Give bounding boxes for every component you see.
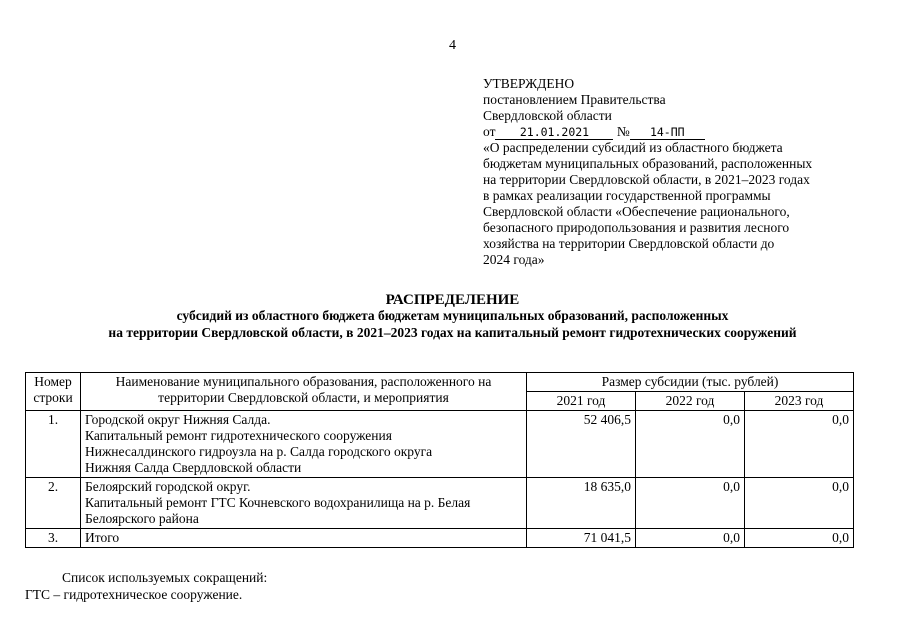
header-row-number-1: Номер [34, 374, 72, 389]
row-name [81, 478, 527, 529]
from-label: от [483, 124, 496, 139]
value-2023: 0,0 [745, 411, 854, 478]
approval-line-1: постановлением Правительства [483, 92, 666, 107]
row-name-line: Белоярский городской округ. [85, 479, 251, 494]
value-2023: 0,0 [745, 529, 854, 548]
desc-line-3: на территории Свердловской области, в 2021–2023 годах [483, 172, 810, 187]
row-name-line: Нижнесалдинского гидроузла на р. Салда городского округа [85, 444, 433, 459]
row-number: 2. [26, 478, 81, 529]
desc-line-7: хозяйства на территории Свердловской области до [483, 236, 775, 251]
value-2022: 0,0 [636, 411, 745, 478]
subsidy-table [25, 372, 854, 548]
desc-line-8: 2024 года» [483, 252, 545, 267]
row-name-line: Итого [85, 530, 120, 545]
row-number: 1. [26, 411, 81, 478]
header-row-number-2: строки [33, 390, 73, 405]
row-name-line: Капитальный ремонт ГТС Кочневского водохранилища на р. Белая [85, 495, 471, 510]
approval-number: 14-ПП [630, 126, 705, 140]
row-name [81, 411, 527, 478]
abbreviation-item: ГТС – гидротехническое сооружение. [25, 587, 243, 602]
desc-line-6: безопасного природопользования и развития лесного [483, 220, 790, 235]
desc-line-2: бюджетам муниципальных образований, расположенных [483, 156, 813, 171]
value-2021: 71 041,5 [527, 529, 636, 548]
abbreviations-heading: Список используемых сокращений: [62, 570, 268, 585]
page-number: 4 [449, 38, 456, 53]
header-name [81, 373, 527, 411]
header-name-1: Наименование муниципального образования, расположенного на [115, 374, 492, 389]
header-year-2023: 2023 год [745, 392, 854, 411]
desc-line-4: в рамках реализации государственной программы [483, 188, 771, 203]
document-subtitle-2: на территории Свердловской области, в 2021–2023 годах на капитальный ремонт гидротехнических сооружений [108, 325, 797, 340]
value-2022: 0,0 [636, 478, 745, 529]
header-subsidy-size: Размер субсидии (тыс. рублей) [527, 373, 854, 392]
table-row-total [26, 529, 854, 548]
document-subtitle-1: субсидий из областного бюджета бюджетам муниципальных образований, расположенных [176, 308, 729, 323]
row-name-line: Белоярского района [85, 511, 199, 526]
header-row-number [26, 373, 81, 411]
approved-label: УТВЕРЖДЕНО [483, 76, 575, 91]
table-row [26, 478, 854, 529]
desc-line-1: «О распределении субсидий из областного бюджета [483, 140, 783, 155]
header-year-2021: 2021 год [527, 392, 636, 411]
header-year-2022: 2022 год [636, 392, 745, 411]
approval-date: 21.01.2021 [495, 126, 613, 140]
row-name [81, 529, 527, 548]
document-title: РАСПРЕДЕЛЕНИЕ [385, 292, 520, 308]
approval-line-2: Свердловской области [483, 108, 612, 123]
value-2021: 52 406,5 [527, 411, 636, 478]
value-2021: 18 635,0 [527, 478, 636, 529]
number-label: № [616, 124, 630, 139]
row-name-line: Нижняя Салда Свердловской области [85, 460, 302, 475]
row-name-line: Капитальный ремонт гидротехнического сооружения [85, 428, 392, 443]
row-number: 3. [26, 529, 81, 548]
row-name-line: Городской округ Нижняя Салда. [85, 412, 271, 427]
date-number-line [483, 124, 883, 140]
value-2023: 0,0 [745, 478, 854, 529]
header-name-2: территории Свердловской области, и мероприятия [158, 390, 449, 405]
approval-block [483, 76, 883, 268]
desc-line-5: Свердловской области «Обеспечение рационального, [483, 204, 790, 219]
table-row [26, 411, 854, 478]
value-2022: 0,0 [636, 529, 745, 548]
